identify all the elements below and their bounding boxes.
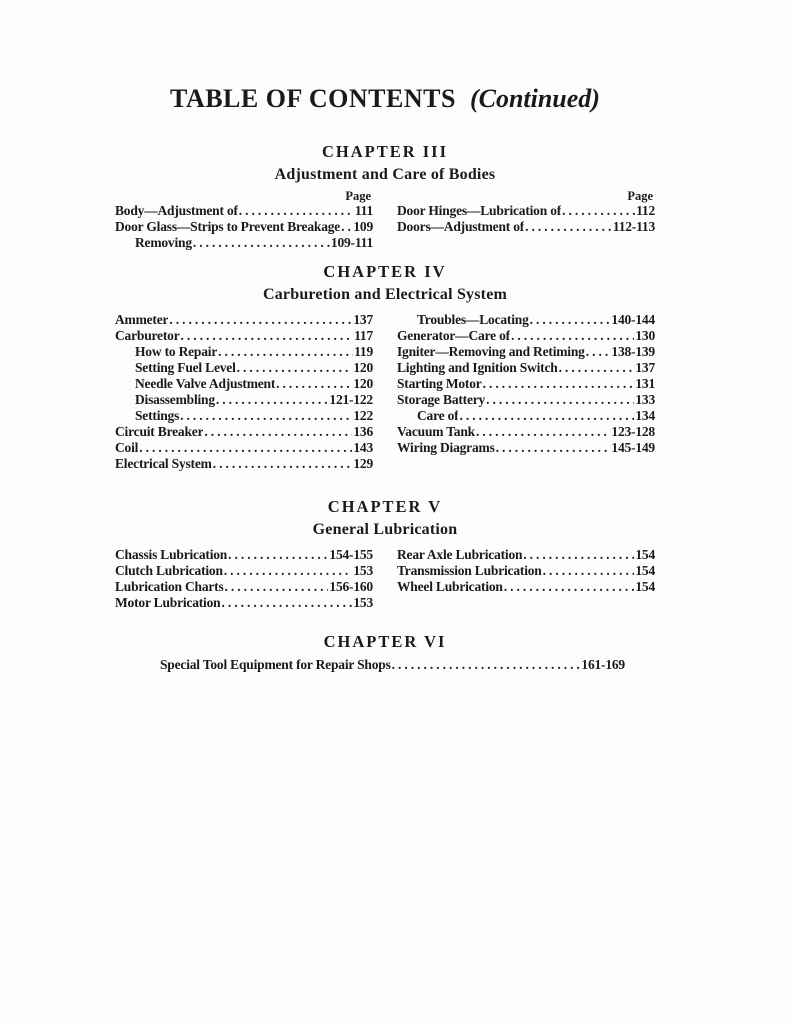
toc-entry-page: 122	[353, 408, 373, 423]
toc-entry-label: Vacuum Tank	[397, 424, 475, 439]
toc-entry-label: Clutch Lubrication	[115, 563, 223, 578]
toc-entry	[397, 424, 655, 440]
dot-leader-icon	[523, 547, 634, 563]
toc-entry	[397, 579, 655, 595]
chapter-columns	[115, 312, 655, 472]
toc-entry	[115, 392, 373, 408]
dot-leader-icon	[504, 579, 635, 595]
toc-entry-page: 112	[636, 203, 655, 218]
toc-entry-page: 109	[353, 219, 373, 234]
toc-entry	[115, 456, 373, 472]
page-column-label: Page	[627, 189, 653, 203]
dot-leader-icon	[139, 440, 352, 456]
dot-leader-icon	[239, 203, 354, 219]
toc-entry	[115, 376, 373, 392]
dot-leader-icon	[543, 563, 635, 579]
toc-entry-page: 109-111	[330, 235, 373, 250]
toc-entry-label: Setting Fuel Level	[135, 360, 236, 375]
chapter-section	[115, 497, 655, 611]
toc-entry-page: 133	[635, 392, 655, 407]
dot-leader-icon	[392, 657, 581, 673]
toc-entry-label: Coil	[115, 440, 139, 455]
toc-entry-page: 131	[635, 376, 655, 391]
dot-leader-icon	[193, 235, 330, 251]
toc-entry-page: 120	[353, 376, 373, 391]
toc-entry	[397, 203, 655, 219]
toc-entry	[115, 203, 373, 219]
toc-entry-page: 140-144	[611, 312, 655, 327]
toc-entry-page: 154-155	[329, 547, 373, 562]
toc-entry	[115, 563, 373, 579]
dot-leader-icon	[169, 312, 352, 328]
toc-entry	[397, 408, 655, 424]
page-title-main: TABLE OF CONTENTS	[170, 84, 456, 113]
toc-entry-label: Lubrication Charts	[115, 579, 224, 594]
toc-entry	[397, 344, 655, 360]
toc-entry-label: Body—Adjustment of	[115, 203, 238, 218]
toc-entry-page: 123-128	[611, 424, 655, 439]
toc-entry	[115, 219, 373, 235]
dot-leader-icon	[559, 360, 635, 376]
toc-entry-label: Lighting and Ignition Switch	[397, 360, 558, 375]
dot-leader-icon	[224, 563, 353, 579]
toc-entry-page: 156-160	[329, 579, 373, 594]
toc-entry-page: 129	[353, 456, 373, 471]
toc-entry-label: How to Repair	[135, 344, 218, 359]
toc-entry	[397, 328, 655, 344]
toc-entry-label: Disassembling	[135, 392, 215, 407]
chapter-heading: CHAPTER IV	[323, 262, 447, 281]
chapter-heading: CHAPTER VI	[323, 632, 447, 651]
toc-entry-page: 136	[353, 424, 373, 439]
toc-entry	[115, 408, 373, 424]
toc-entry	[115, 312, 373, 328]
toc-entry	[115, 360, 373, 376]
toc-entry-page: 120	[353, 360, 373, 375]
toc-entry-page: 153	[353, 563, 373, 578]
toc-entry-label: Wiring Diagrams	[397, 440, 495, 455]
chapter-columns	[115, 189, 655, 251]
toc-column-left	[115, 189, 373, 251]
chapters	[115, 142, 655, 673]
toc-column-right	[397, 189, 655, 251]
toc-entry-page: 153	[353, 595, 373, 610]
toc-entry	[397, 312, 655, 328]
toc-entry	[397, 219, 655, 235]
toc-entry-label: Chassis Lubrication	[115, 547, 228, 562]
toc-entry	[397, 440, 655, 456]
toc-column-left	[115, 547, 373, 611]
toc-entry-label: Ammeter	[115, 312, 169, 327]
toc-entry-page: 138-139	[611, 344, 655, 359]
dot-leader-icon	[486, 392, 634, 408]
toc-entry-label: Care of	[417, 408, 459, 423]
toc-entry-label: Electrical System	[115, 456, 212, 471]
toc-entry-page: 143	[353, 440, 373, 455]
dot-leader-icon	[562, 203, 635, 219]
chapter-subtitle: Adjustment and Care of Bodies	[274, 166, 496, 183]
toc-entry-page: 117	[354, 328, 373, 343]
toc-entry-label: Removing	[135, 235, 192, 250]
toc-entry-label: Generator—Care of	[397, 328, 510, 343]
toc-entry-page: 119	[354, 344, 373, 359]
page-title	[115, 85, 655, 113]
toc-entry	[397, 360, 655, 376]
toc-entry-label: Storage Battery	[397, 392, 486, 407]
toc-entry-label: Doors—Adjustment of	[397, 219, 525, 234]
dot-leader-icon	[511, 328, 634, 344]
toc-entry-label: Troubles—Locating	[417, 312, 529, 327]
toc-entry	[115, 595, 373, 611]
toc-entry-page: 121-122	[329, 392, 373, 407]
toc-entry	[397, 376, 655, 392]
toc-entry	[115, 424, 373, 440]
toc-entry	[115, 328, 373, 344]
toc-entry-label: Motor Lubrication	[115, 595, 221, 610]
toc-entry-label: Settings	[135, 408, 180, 423]
dot-leader-icon	[341, 219, 352, 235]
dot-leader-icon	[476, 424, 610, 440]
dot-leader-icon	[181, 328, 354, 344]
toc-entry-label: Circuit Breaker	[115, 424, 204, 439]
chapter-subtitle: General Lubrication	[312, 521, 458, 538]
toc-entry	[160, 657, 625, 673]
toc-entry-page: 111	[354, 203, 373, 218]
dot-leader-icon	[459, 408, 634, 424]
dot-leader-icon	[237, 360, 353, 376]
toc-entry-page: 145-149	[611, 440, 655, 455]
dot-leader-icon	[530, 312, 611, 328]
toc-entry	[397, 547, 655, 563]
toc-entry-page: 134	[635, 408, 655, 423]
dot-leader-icon	[496, 440, 611, 456]
toc-entry-page: 112-113	[612, 219, 655, 234]
chapter-subtitle: Carburetion and Electrical System	[262, 286, 508, 303]
toc-entry-label: Rear Axle Lubrication	[397, 547, 523, 562]
chapter-heading: CHAPTER III	[321, 142, 449, 161]
dot-leader-icon	[228, 547, 328, 563]
chapter-section	[115, 632, 655, 673]
toc-entry-page: 154	[635, 579, 655, 594]
dot-leader-icon	[586, 344, 611, 360]
toc-entry-label: Wheel Lubrication	[397, 579, 503, 594]
page-column-label: Page	[345, 189, 371, 203]
toc-entry-label: Door Hinges—Lubrication of	[397, 203, 562, 218]
chapter-wide-list	[160, 657, 625, 673]
toc-entry-label: Transmission Lubrication	[397, 563, 542, 578]
toc-entry-label: Igniter—Removing and Retiming	[397, 344, 585, 359]
toc-column-right	[397, 312, 655, 472]
toc-entry	[115, 547, 373, 563]
toc-entry-label: Carburetor	[115, 328, 180, 343]
dot-leader-icon	[180, 408, 352, 424]
toc-entry	[115, 344, 373, 360]
toc-entry-page: 137	[635, 360, 655, 375]
page-title-continued: (Continued)	[469, 84, 600, 113]
chapter-section	[115, 142, 655, 251]
toc-entry-label: Door Glass—Strips to Prevent Breakage	[115, 219, 341, 234]
dot-leader-icon	[218, 344, 353, 360]
dot-leader-icon	[483, 376, 635, 392]
toc-entry-label: Starting Motor	[397, 376, 482, 391]
dot-leader-icon	[216, 392, 328, 408]
toc-entry	[115, 235, 373, 251]
dot-leader-icon	[204, 424, 352, 440]
chapter-section	[115, 262, 655, 472]
toc-entry	[397, 563, 655, 579]
chapter-columns	[115, 547, 655, 611]
chapter-heading: CHAPTER V	[327, 497, 443, 516]
toc-entry	[397, 392, 655, 408]
toc-entry	[115, 579, 373, 595]
dot-leader-icon	[225, 579, 329, 595]
toc-entry-page: 161-169	[581, 657, 625, 672]
toc-entry-label: Special Tool Equipment for Repair Shops	[160, 657, 391, 672]
toc-entry	[115, 440, 373, 456]
dot-leader-icon	[276, 376, 352, 392]
toc-content	[115, 85, 655, 673]
dot-leader-icon	[525, 219, 612, 235]
toc-column-right	[397, 547, 655, 611]
dot-leader-icon	[221, 595, 352, 611]
toc-entry-page: 154	[635, 563, 655, 578]
toc-column-left	[115, 312, 373, 472]
toc-entry-label: Needle Valve Adjustment	[135, 376, 276, 391]
toc-entry-page: 130	[635, 328, 655, 343]
toc-entry-page: 154	[635, 547, 655, 562]
toc-entry-page: 137	[353, 312, 373, 327]
dot-leader-icon	[213, 456, 353, 472]
